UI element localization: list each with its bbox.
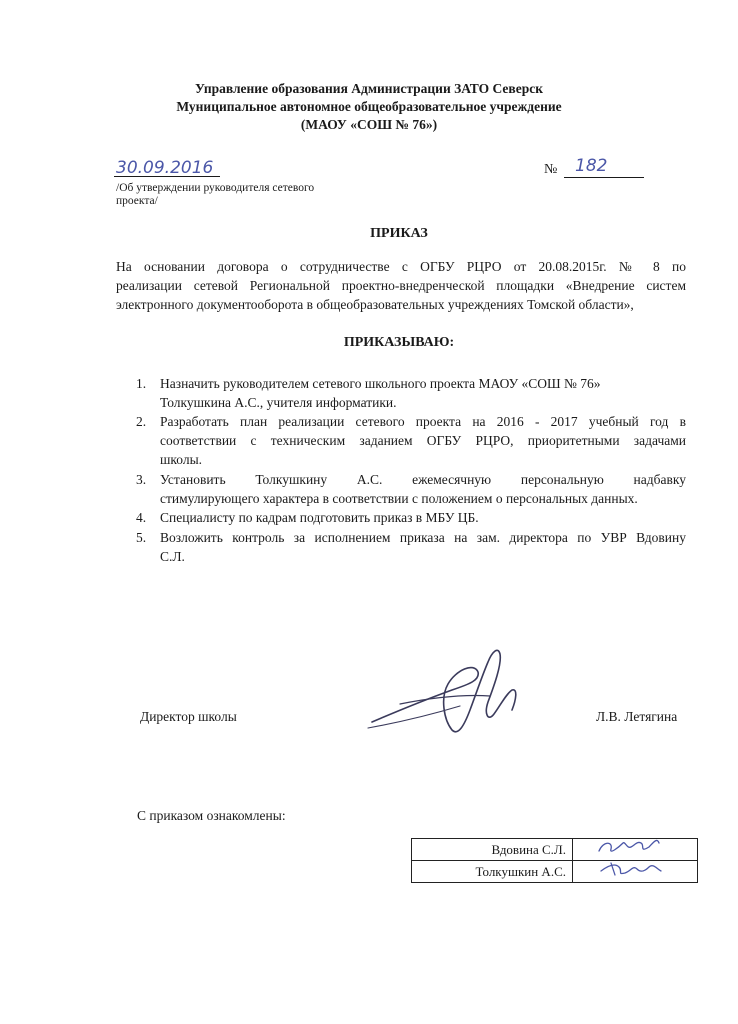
document-title: ПРИКАЗ (370, 226, 428, 241)
ack-name: Вдовина С.Л. (412, 839, 573, 861)
list-item-number: 3. (136, 472, 147, 487)
director-name: Л.В. Летягина (596, 709, 678, 724)
list-item-number: 2. (136, 414, 147, 429)
table-row (412, 839, 698, 861)
table-row (412, 861, 698, 883)
list-item-line: Возложить контроль за исполнением приказа на зам. директора по УВР Вдовину (160, 530, 686, 545)
ack-signature-cell (573, 839, 698, 861)
list-item-number: 1. (136, 376, 147, 391)
list-item-line: стимулирующего характера в соответствии с положением о персональных данных. (160, 491, 638, 506)
org-header-line1: Управление образования Администрации ЗАТО Северск (195, 81, 543, 96)
list-item (136, 528, 686, 566)
date-underline (114, 176, 220, 177)
list-item-line: Назначить руководителем сетевого школьного проекта МАОУ «СОШ № 76» (160, 376, 601, 391)
acknowledgement-table (411, 838, 698, 883)
list-item-number: 4. (136, 510, 147, 525)
list-item-line: школы. (160, 452, 203, 467)
list-item-line: Специалисту по кадрам подготовить приказ в МБУ ЦБ. (160, 510, 479, 525)
list-item-line: С.Л. (160, 549, 185, 564)
number-underline (564, 177, 644, 178)
preamble-line3: электронного документооборота в общеобразовательных учреждениях Томской области», (116, 297, 634, 312)
handwritten-number: 182 (575, 156, 608, 176)
list-item (136, 508, 686, 527)
handwritten-date: 30.09.2016 (116, 158, 214, 178)
list-item (136, 470, 686, 508)
list-item-line: Толкушкина А.С., учителя информатики. (160, 395, 397, 410)
org-header-line2: Муниципальное автономное общеобразовательное учреждение (176, 99, 562, 114)
list-item-number: 5. (136, 530, 147, 545)
ack-signature-cell (573, 861, 698, 883)
number-label: № (544, 162, 558, 177)
order-heading: ПРИКАЗЫВАЮ: (343, 335, 455, 350)
ack-signature (579, 861, 679, 878)
preamble-line1: На основании договора о сотрудничестве с ОГБУ РЦРО от 20.08.2015г. № 8 по (116, 259, 686, 274)
list-item-line: Разработать план реализации сетевого проекта на 2016 - 2017 учебный год в (160, 414, 686, 429)
acknowledgement-label: С приказом ознакомлены: (137, 808, 286, 823)
list-item (136, 412, 686, 469)
subject-line2: проекта/ (116, 195, 158, 207)
director-role: Директор школы (140, 709, 237, 724)
director-signature (360, 640, 550, 740)
preamble-line2: реализации сетевой Региональной проектно-внедренческой площадки «Внедрение систем (116, 278, 686, 293)
org-header-line3: (МАОУ «СОШ № 76») (300, 117, 438, 132)
list-item (136, 374, 686, 412)
list-item-line: соответствии с техническим заданием ОГБУ РЦРО, приоритетными задачами (160, 433, 686, 448)
ack-signature (579, 839, 679, 856)
ack-name: Толкушкин А.С. (412, 861, 573, 883)
list-item-line: Установить Толкушкину А.С. ежемесячную персональную надбавку (160, 472, 686, 487)
subject-line1: /Об утверждении руководителя сетевого (116, 182, 315, 194)
